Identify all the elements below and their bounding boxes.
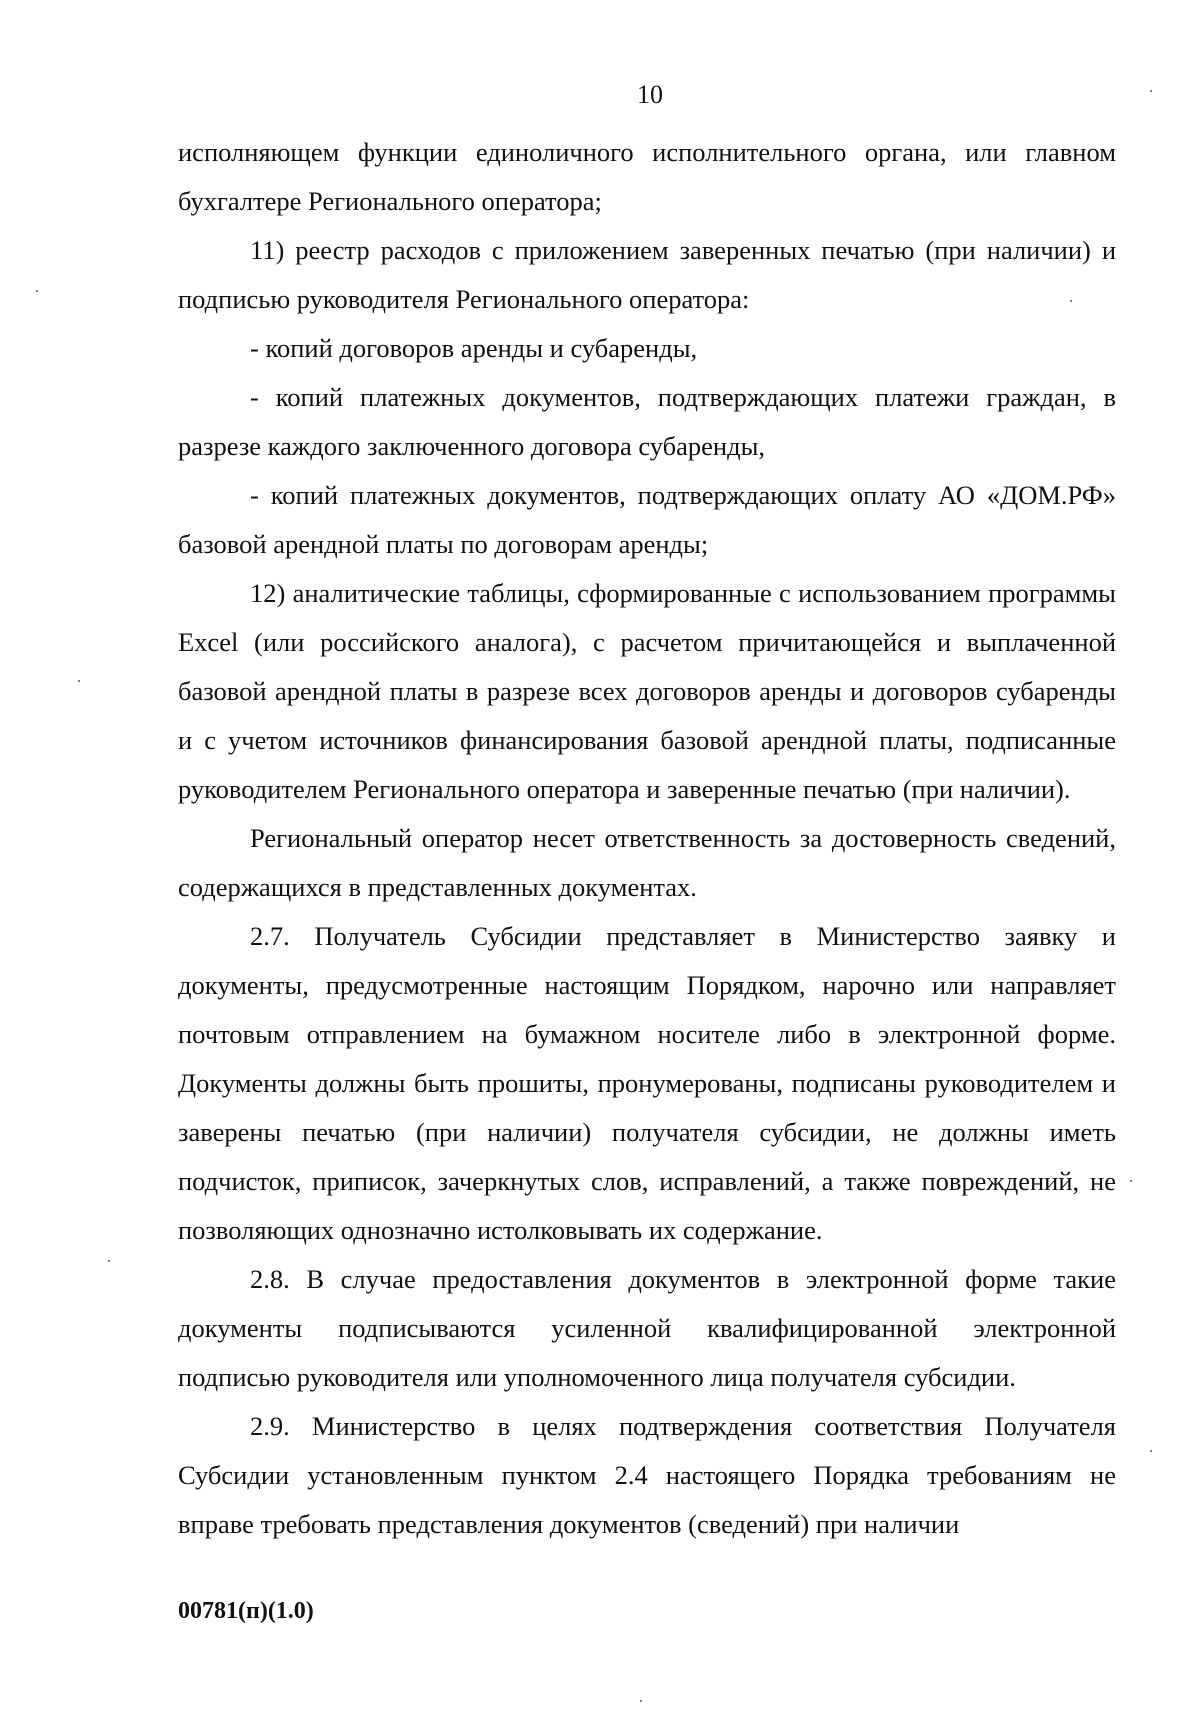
- paragraph-continuation: исполняющем функции единоличного исполнительного органа, или главном бухгалтере Регионального оператора;: [178, 137, 1116, 216]
- paragraph-payment-copies-citizens: - копий платежных документов, подтверждающих платежи граждан, в разрезе каждого заключенного договора субаренды,: [178, 382, 1116, 461]
- scan-speck: [1150, 1450, 1152, 1452]
- document-code: 00781(п)(1.0): [178, 1598, 314, 1624]
- paragraph-lease-copies: - копий договоров аренды и субаренды,: [250, 333, 698, 363]
- scan-speck: [1130, 1180, 1132, 1182]
- paragraph-item-12: 12) аналитические таблицы, сформированные с использованием программы Excel (или российского аналога), с расчетом причитающейся и выплаченной базовой арендной платы в разрезе всех договоров аренды и договоров субаренды и с учетом источников финансирования базовой арендной платы, подписанные руководителем Регионального оператора и заверенные печатью (при наличии).: [178, 578, 1116, 804]
- scan-speck: [640, 1700, 642, 1702]
- paragraph-payment-copies-domrf: - копий платежных документов, подтверждающих оплату АО «ДОМ.РФ» базовой арендной платы по договорам аренды;: [178, 480, 1116, 559]
- scan-speck: [1070, 300, 1072, 302]
- paragraph-responsibility: Региональный оператор несет ответственность за достоверность сведений, содержащихся в представленных документах.: [178, 823, 1116, 902]
- paragraph-2-8: 2.8. В случае предоставления документов в электронной форме такие документы подписываются усиленной квалифицированной электронной подписью руководителя или уполномоченного лица получателя субсидии.: [178, 1264, 1116, 1392]
- scan-speck: [78, 680, 80, 682]
- paragraph-2-7: 2.7. Получатель Субсидии представляет в Министерство заявку и документы, предусмотренные настоящим Порядком, нарочно или направляет почтовым отправлением на бумажном носителе либо в электронной форме. Документы должны быть прошиты, пронумерованы, подписаны руководителем и заверены печатью (при наличии) получателя субсидии, не должны иметь подчисток, приписок, зачеркнутых слов, исправлений, а также повреждений, не позволяющих однозначно истолковывать их содержание.: [178, 921, 1116, 1245]
- paragraph-2-9: 2.9. Министерство в целях подтверждения соответствия Получателя Субсидии установленным пунктом 2.4 настоящего Порядка требованиям не вправе требовать представления документов (сведений) при наличии: [178, 1411, 1116, 1539]
- page-number: 10: [637, 80, 663, 109]
- scan-speck: [36, 290, 38, 292]
- paragraph-item-11: 11) реестр расходов с приложением заверенных печатью (при наличии) и подписью руководителя Регионального оператора:: [178, 235, 1116, 314]
- scan-speck: [1150, 90, 1152, 92]
- document-body: [178, 128, 1116, 1549]
- scan-speck: [108, 1260, 110, 1262]
